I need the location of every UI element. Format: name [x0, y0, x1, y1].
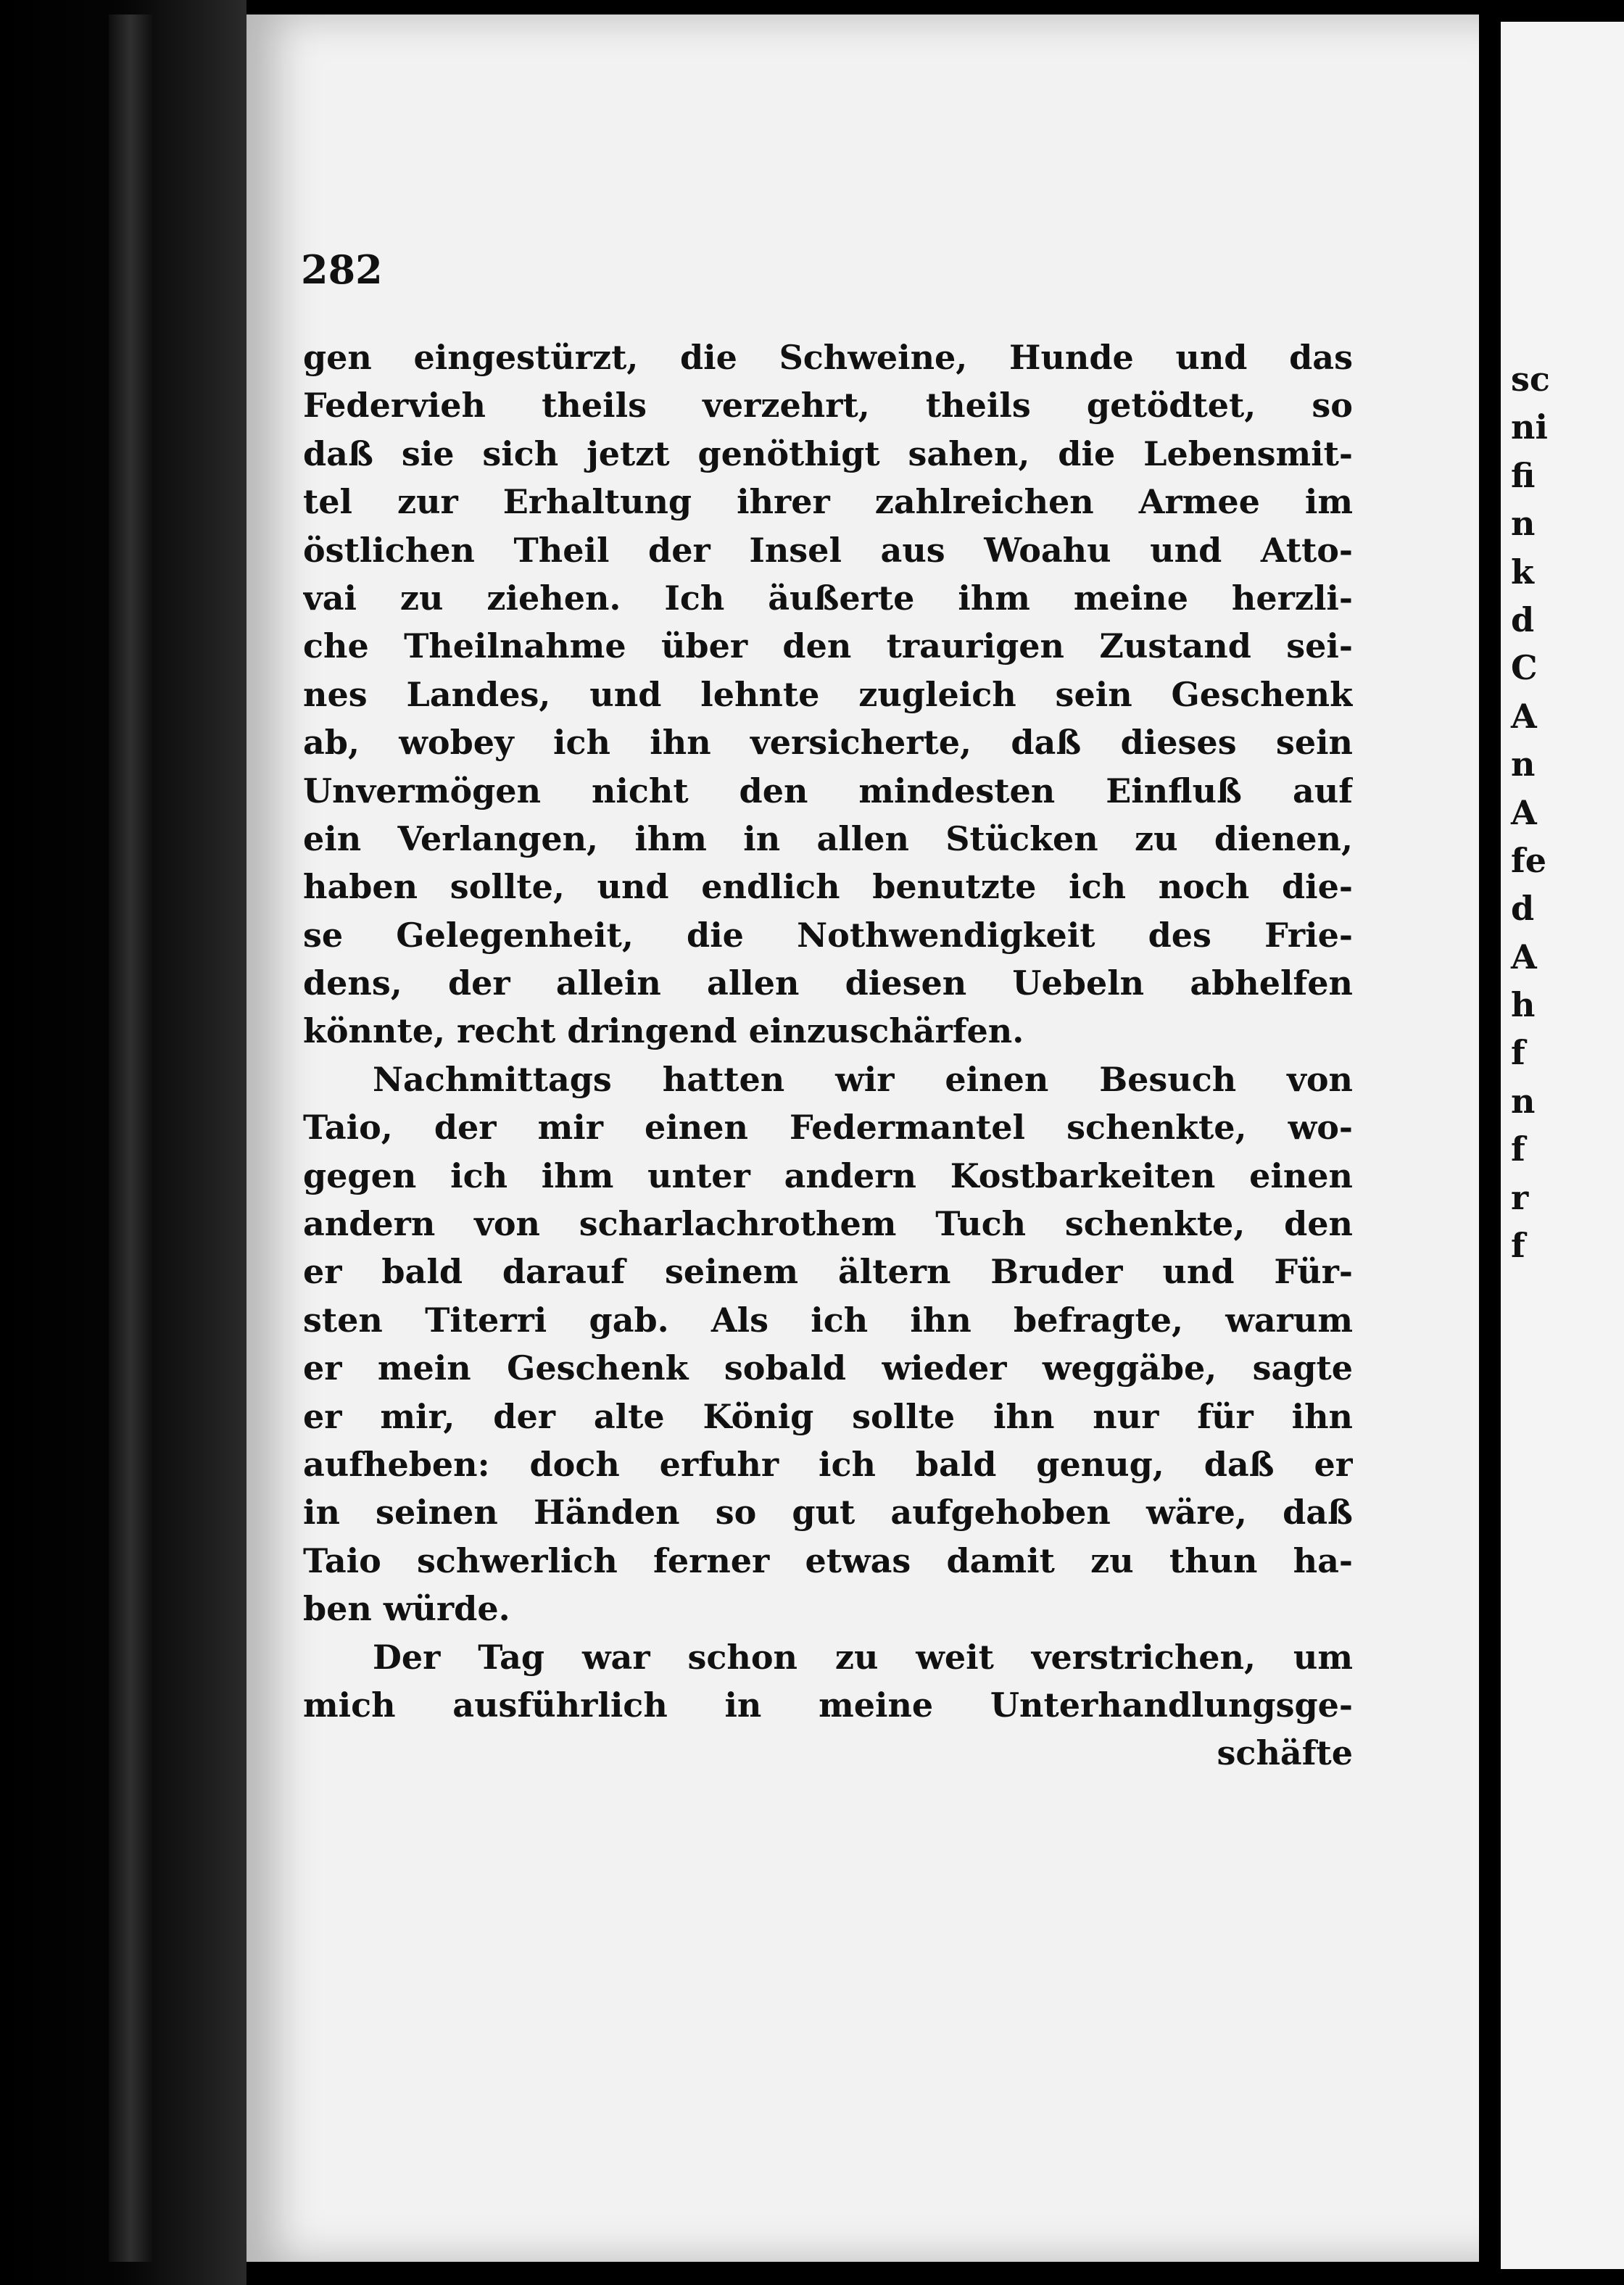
paragraph-end-line: könnte, recht dringend einzuschärfen.: [303, 1011, 1024, 1051]
facing-page-fragment: f: [1511, 1129, 1525, 1169]
body-text: [303, 333, 1353, 1778]
text-line: ein Verlangen, ihm in allen Stücken zu dienen,: [303, 818, 1353, 858]
text-line: gen eingestürzt, die Schweine, Hunde und das: [303, 338, 1353, 377]
facing-page-fragment: n: [1511, 504, 1536, 544]
text-line: Taio schwerlich ferner etwas damit zu thun ha-: [303, 1540, 1353, 1580]
text-line: tel zur Erhaltung ihrer zahlreichen Armee im: [303, 482, 1353, 522]
text-line: Taio, der mir einen Federmantel schenkte, wo-: [303, 1108, 1353, 1148]
page-edges: [109, 14, 152, 2262]
facing-page-fragment: h: [1511, 985, 1536, 1025]
text-line: nes Landes, und lehnte zugleich sein Geschenk: [303, 674, 1353, 714]
facing-page-fragment: r: [1511, 1177, 1529, 1217]
text-line: östlichen Theil der Insel aus Woahu und Atto-: [303, 530, 1353, 570]
text-line: sten Titerri gab. Als ich ihn befragte, warum: [303, 1300, 1353, 1340]
text-line: Federvieh theils verzehrt, theils getödtet, so: [303, 386, 1353, 426]
facing-page-fragment: n: [1511, 1081, 1536, 1121]
facing-page: [1501, 22, 1624, 2269]
facing-page-fragment: ni: [1511, 407, 1548, 447]
text-line: che Theilnahme über den traurigen Zustand sei-: [303, 626, 1353, 666]
page-number: 282: [301, 246, 383, 293]
text-line: dens, der allein allen diesen Uebeln abhelfen: [303, 963, 1353, 1003]
facing-page-fragment: C: [1511, 648, 1538, 688]
text-line: Unvermögen nicht den mindesten Einfluß auf: [303, 771, 1353, 810]
text-line: er mir, der alte König sollte ihn nur für ihn: [303, 1396, 1353, 1436]
paragraph-end-line: ben würde.: [303, 1589, 510, 1629]
facing-page-fragment: f: [1511, 1226, 1525, 1266]
facing-page-fragment: f: [1511, 1033, 1525, 1073]
text-line: se Gelegenheit, die Nothwendigkeit des Frie-: [303, 915, 1353, 955]
text-line: vai zu ziehen. Ich äußerte ihm meine herzli-: [303, 578, 1353, 618]
paragraph-start-line: Der Tag war schon zu weit verstrichen, um: [373, 1637, 1353, 1677]
facing-page-fragment: A: [1511, 792, 1537, 832]
facing-page-fragment: A: [1511, 696, 1537, 736]
text-line: aufheben: doch erfuhr ich bald genug, daß er: [303, 1444, 1353, 1484]
facing-page-fragment: sc: [1511, 360, 1550, 399]
text-line: daß sie sich jetzt genöthigt sahen, die Lebensmit-: [303, 434, 1353, 473]
catchword: schäfte: [1217, 1733, 1353, 1773]
facing-page-fragment: n: [1511, 745, 1536, 784]
text-line: ab, wobey ich ihn versicherte, daß dieses sein: [303, 723, 1353, 763]
text-line: gegen ich ihm unter andern Kostbarkeiten einen: [303, 1156, 1353, 1195]
text-line: er mein Geschenk sobald wieder weggäbe, sagte: [303, 1348, 1353, 1388]
text-line: andern von scharlachrothem Tuch schenkte, den: [303, 1204, 1353, 1244]
paragraph-start-line: Nachmittags hatten wir einen Besuch von: [373, 1059, 1353, 1099]
facing-page-fragment: A: [1511, 937, 1537, 976]
facing-page-fragment: k: [1511, 552, 1534, 592]
facing-page-fragment: fi: [1511, 455, 1536, 495]
facing-page-fragment: d: [1511, 600, 1535, 639]
facing-page-text: [1501, 355, 1550, 1269]
facing-page-fragment: fe: [1511, 840, 1547, 880]
text-line: mich ausführlich in meine Unterhandlungsge-: [303, 1685, 1353, 1725]
facing-page-fragment: d: [1511, 889, 1535, 929]
text-line: in seinen Händen so gut aufgehoben wäre, daß: [303, 1493, 1353, 1533]
text-line: er bald darauf seinem ältern Bruder und Für-: [303, 1252, 1353, 1292]
text-line: haben sollte, und endlich benutzte ich noch die-: [303, 867, 1353, 907]
